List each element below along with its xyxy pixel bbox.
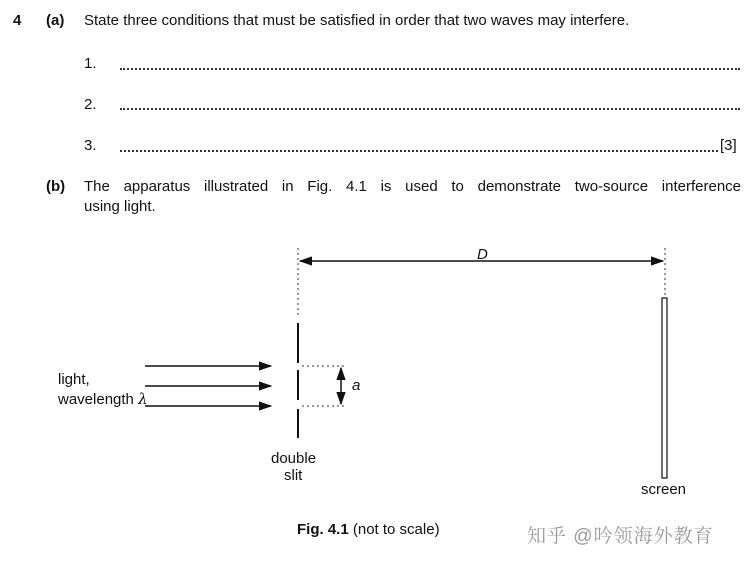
screen-plate [662,298,667,478]
wavelength-text: wavelength [58,391,134,408]
double-slit-label-line2: slit [284,467,303,484]
slit-separation-label: a [352,377,361,394]
distance-d-label: D [477,246,488,263]
double-slit-label-line1: double [271,450,317,467]
watermark-text: 知乎 @吟领海外教育 [527,526,714,547]
wavelength-label [58,390,148,408]
wavelength-symbol: λ [138,390,148,408]
answer-line-3-label: 3. [84,137,97,154]
marks-allocation: [3] [720,137,737,154]
figure-caption-note: (not to scale) [352,521,440,538]
answer-line-2-label: 2. [84,96,97,113]
answer-line-1-label: 1. [84,55,97,72]
part-b-question-text-line1: The apparatus illustrated in Fig. 4.1 is used to demonstrate two-source interference [84,178,741,195]
part-b-question-text-line2: using light. [84,198,156,215]
part-a-label: (a) [46,12,65,29]
part-b-label: (b) [46,178,66,195]
question-number: 4 [13,12,22,29]
part-a-question-text: State three conditions that must be satisfied in order that two waves may interfere. [84,12,630,29]
light-label: light, [58,371,90,388]
figure-caption-number: Fig. 4.1 [297,521,349,538]
figure-caption [297,521,440,538]
screen-label: screen [641,481,687,498]
